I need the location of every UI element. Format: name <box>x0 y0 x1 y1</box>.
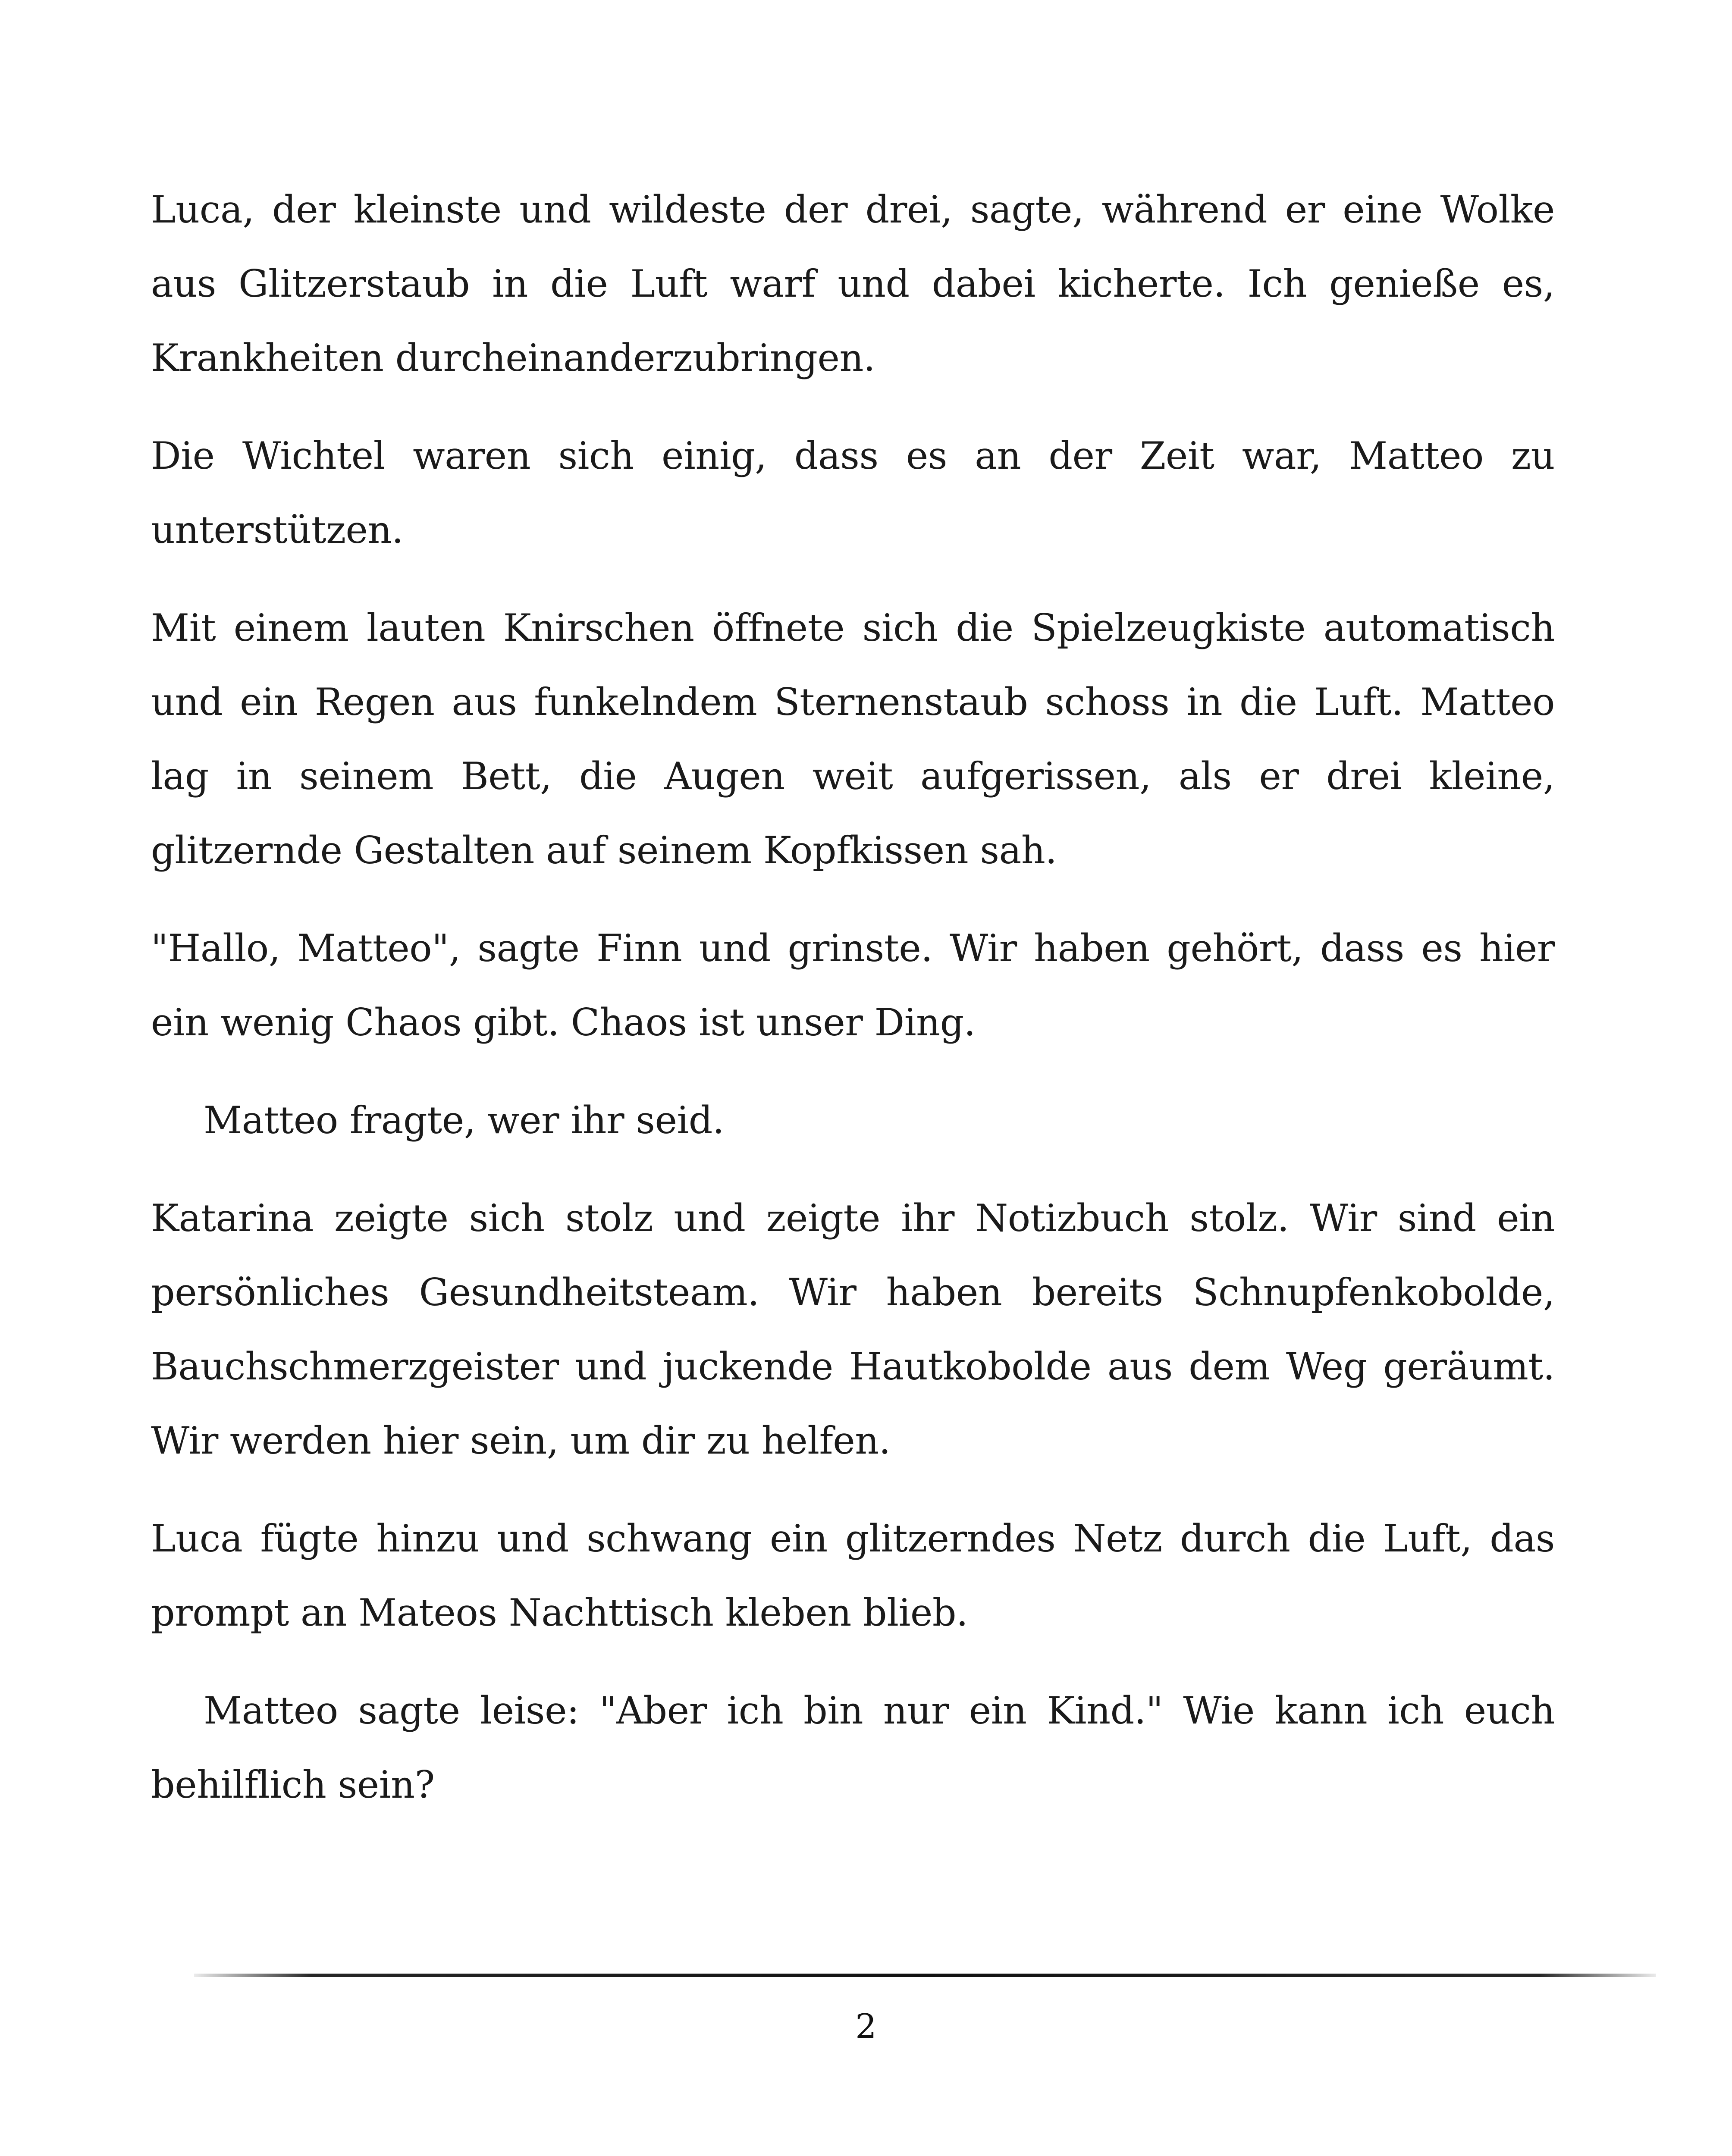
paragraph-4: "Hallo, Matteo", sagte Finn und grinste. Wir haben gehört, dass es hier ein wenig Chaos gibt. Chaos ist unser Ding. <box>151 926 1555 1044</box>
paragraph-1: Luca, der kleinste und wildeste der drei, sagte, während er eine Wolke aus Glitzerstaub in die Luft warf und dabei kicherte. Ich genieße es, Krankheiten durcheinanderzubringen. <box>151 188 1555 380</box>
paragraph-6: Katarina zeigte sich stolz und zeigte ihr Notizbuch stolz. Wir sind ein persönliches Gesundheitsteam. Wir haben bereits Schnupfenkobolde, Bauchschmerzgeister und juckende Hautkobolde aus dem Weg geräumt. Wir werden hier sein, um dir zu helfen. <box>151 1196 1555 1463</box>
paragraph-8: Matteo sagte leise: "Aber ich bin nur ein Kind." Wie kann ich euch behilflich sein? <box>151 1689 1555 1807</box>
paragraph-2: Die Wichtel waren sich einig, dass es an der Zeit war, Matteo zu unterstützen. <box>151 434 1555 552</box>
footer-divider <box>194 1974 1656 1977</box>
body-text <box>151 172 1555 1846</box>
paragraph-5: Matteo fragte, wer ihr seid. <box>204 1098 725 1142</box>
page-number: 2 <box>855 2007 877 2046</box>
paragraph-3: Mit einem lauten Knirschen öffnete sich die Spielzeugkiste automatisch und ein Regen aus funkelndem Sternenstaub schoss in die Luft. Matteo lag in seinem Bett, die Augen weit aufgerissen, als er drei kleine, glitzernde Gestalten auf seinem Kopfkissen sah. <box>151 606 1555 872</box>
paragraph-7: Luca fügte hinzu und schwang ein glitzerndes Netz durch die Luft, das prompt an Mateos Nachttisch kleben blieb. <box>151 1517 1555 1635</box>
